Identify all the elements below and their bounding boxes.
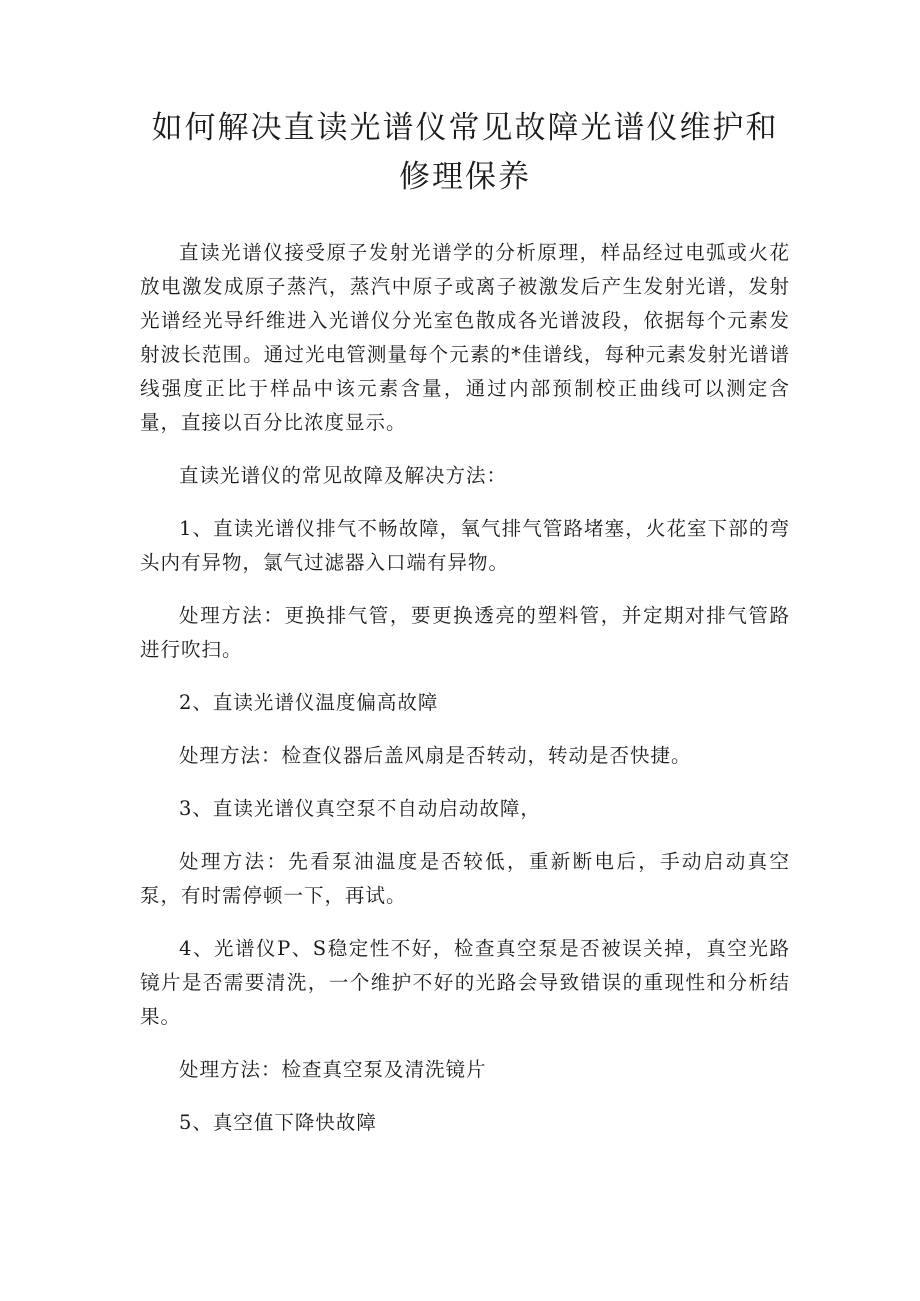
fault-1: 1、直读光谱仪排气不畅故障，氧气排气管路堵塞，火花室下部的弯头内有异物，氯气过滤器入口端有异物。 [140, 517, 790, 574]
fault-5: 5、真空值下降快故障 [179, 1111, 377, 1134]
fault-2-solution: 处理方法：检查仪器后盖风扇是否转动，转动是否快捷。 [179, 744, 692, 767]
fault-1-solution: 处理方法：更换排气管，要更换透亮的塑料管，并定期对排气管路进行吹扫。 [140, 604, 790, 661]
fault-3: 3、直读光谱仪真空泵不自动启动故障， [179, 797, 541, 820]
fault-2: 2、直读光谱仪温度偏高故障 [179, 691, 439, 714]
title-line-2: 修理保养 [399, 159, 531, 195]
title-line-1: 如何解决直读光谱仪常见故障光谱仪维护和 [151, 110, 779, 146]
intro-paragraph: 直读光谱仪接受原子发射光谱学的分析原理，样品经过电弧或火花放电激发成原子蒸汽，蒸汽中原子或离子被激发后产生发射光谱，发射光谱经光导纤维进入光谱仪分光室色散成各光谱波段，依据每个元素发射波长范围。通过光电管测量每个元素的*佳谱线，每种元素发射光谱谱线强度正比于样品中该元素含量，通过内部预制校正曲线可以测定含量，直接以百分比浓度显示。 [140, 241, 790, 434]
faults-heading: 直读光谱仪的常见故障及解决方法： [179, 464, 508, 487]
fault-4: 4、光谱仪P、S稳定性不好，检查真空泵是否被误关掉，真空光路镜片是否需要清洗，一个维护不好的光路会导致错误的重现性和分析结果。 [140, 937, 790, 1028]
fault-4-solution: 处理方法：检查真空泵及清洗镜片 [179, 1058, 487, 1081]
document-title [140, 104, 790, 202]
fault-3-solution: 处理方法：先看泵油温度是否较低，重新断电后，手动启动真空泵，有时需停顿一下，再试。 [140, 850, 790, 907]
